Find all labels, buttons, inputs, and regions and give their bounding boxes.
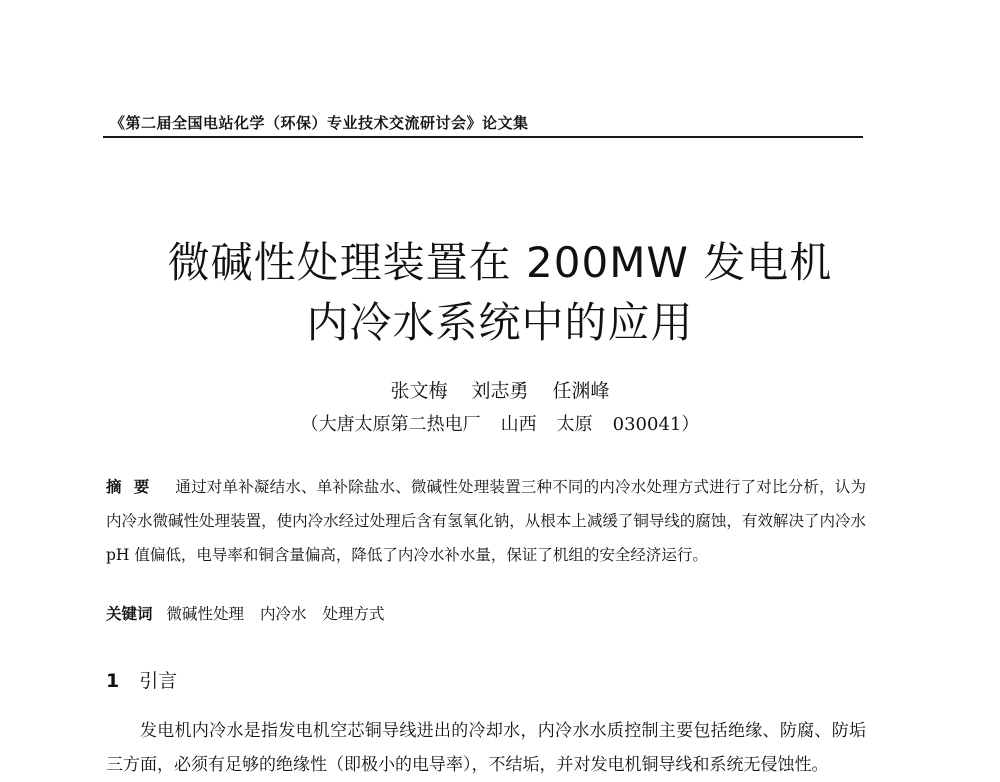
body-paragraph: 发电机内冷水是指发电机空芯铜导线进出的冷却水，内冷水水质控制主要包括绝缘、防腐、防垢三方面，必须有足够的绝缘性（即极小的电导率），不结垢，并对发电机铜导线和系统无侵蚀性。 bbox=[106, 721, 866, 775]
keywords bbox=[106, 602, 401, 624]
paper-title-line-2: 内冷水系统中的应用 bbox=[306, 298, 694, 347]
affiliation-close-paren: ） bbox=[681, 414, 700, 435]
keywords-label: 关键词 bbox=[106, 604, 153, 623]
author-list bbox=[0, 376, 1000, 403]
affiliation-organization: 大唐太原第二热电厂 bbox=[318, 414, 481, 435]
header-rule bbox=[103, 136, 863, 138]
abstract-label: 摘要 bbox=[106, 477, 162, 496]
affiliation-province: 山西 bbox=[500, 414, 537, 435]
paper-title-line-1: 微碱性处理装置在 200MW 发电机 bbox=[167, 238, 833, 287]
abstract bbox=[106, 470, 866, 572]
author-name: 张文梅 bbox=[390, 380, 448, 402]
keyword: 微碱性处理 bbox=[166, 605, 245, 623]
section-heading bbox=[106, 666, 177, 693]
author-affiliation bbox=[0, 410, 1000, 436]
author-name: 刘志勇 bbox=[471, 380, 529, 402]
affiliation-open-paren: （ bbox=[300, 414, 319, 435]
abstract-text: 通过对单补凝结水、单补除盐水、微碱性处理装置三种不同的内冷水处理方式进行了对比分析，认为内冷水微碱性处理装置，使内冷水经过处理后含有氢氧化钠，从根本上减缓了铜导线的腐蚀，有效解决了内冷水 pH 值偏低，电导率和铜含量偏高，降低了内冷水补水量，保证了机组的安全经济运行。 bbox=[106, 478, 866, 564]
running-header: 《第二届全国电站化学（环保）专业技术交流研讨会》论文集 bbox=[110, 114, 529, 132]
affiliation-postcode: 030041 bbox=[612, 414, 682, 435]
section-title: 引言 bbox=[139, 670, 178, 692]
keyword: 处理方式 bbox=[322, 605, 385, 623]
affiliation-city: 太原 bbox=[556, 414, 593, 435]
keyword: 内冷水 bbox=[260, 605, 307, 623]
section-number: 1 bbox=[106, 670, 120, 692]
author-name: 任渊峰 bbox=[552, 380, 610, 402]
